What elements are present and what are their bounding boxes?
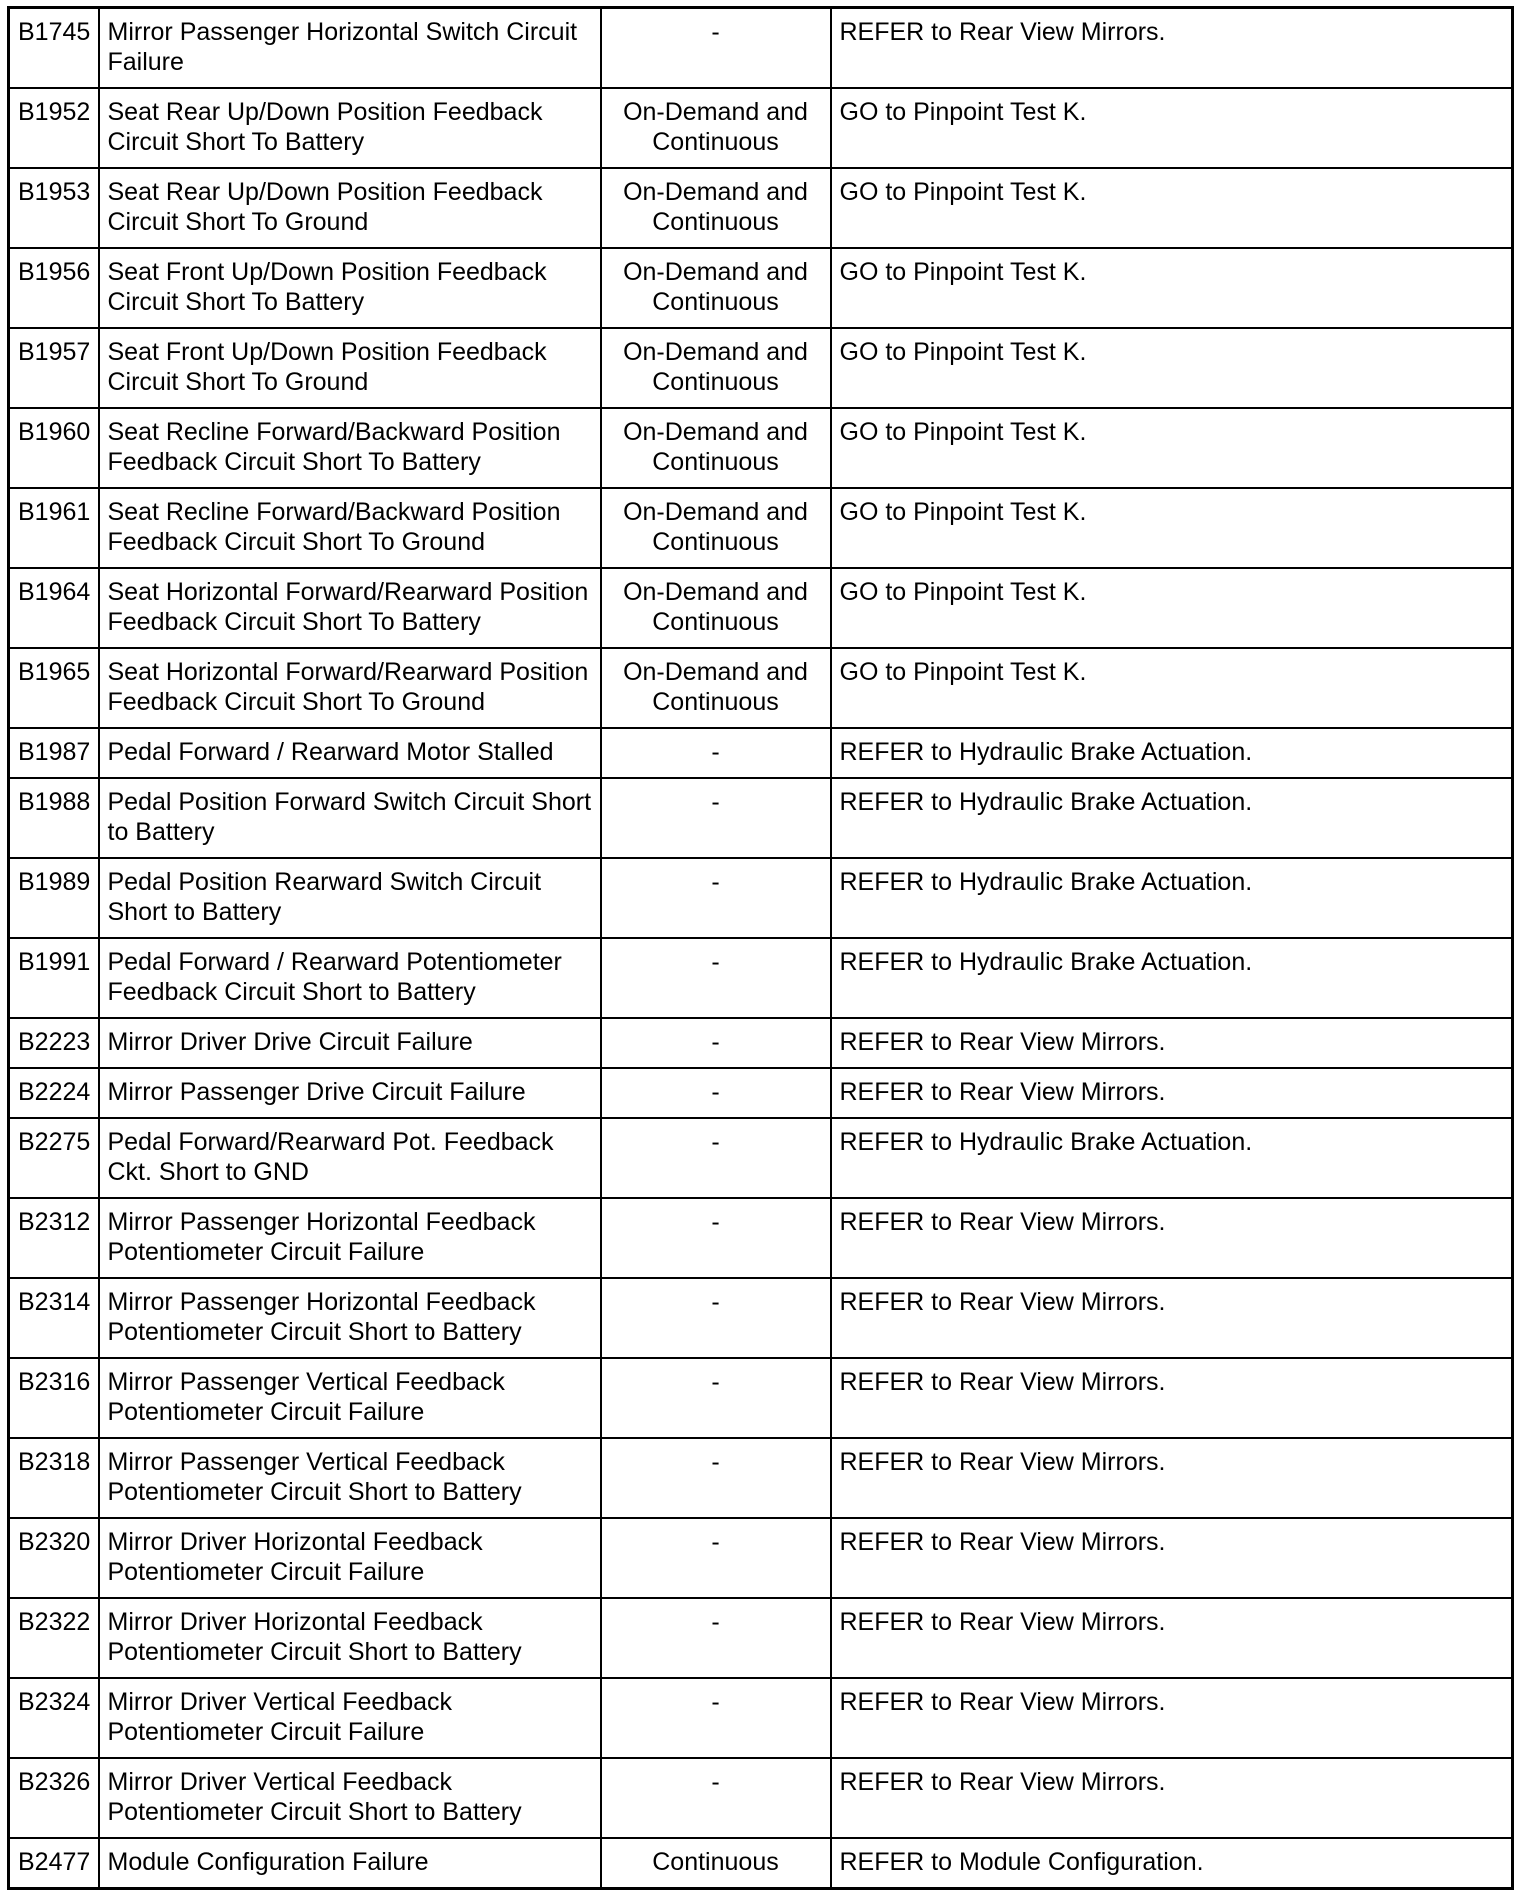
table-row	[9, 648, 1513, 728]
mode-cell: On-Demand and Continuous	[601, 248, 831, 328]
dtc-code-cell: B1988	[9, 778, 99, 858]
table-row	[9, 1198, 1513, 1278]
action-cell: REFER to Rear View Mirrors.	[831, 1198, 1513, 1278]
description-cell: Mirror Driver Vertical Feedback Potentiometer Circuit Short to Battery	[99, 1758, 601, 1838]
description-cell: Mirror Passenger Horizontal Feedback Potentiometer Circuit Failure	[99, 1198, 601, 1278]
dtc-code-cell: B1956	[9, 248, 99, 328]
table-row	[9, 248, 1513, 328]
action-cell: REFER to Hydraulic Brake Actuation.	[831, 858, 1513, 938]
description-cell: Pedal Forward / Rearward Potentiometer Feedback Circuit Short to Battery	[99, 938, 601, 1018]
table-row	[9, 8, 1513, 89]
mode-cell: On-Demand and Continuous	[601, 408, 831, 488]
action-cell: REFER to Rear View Mirrors.	[831, 1018, 1513, 1068]
table-row	[9, 1118, 1513, 1198]
table-row	[9, 168, 1513, 248]
dtc-code-cell: B2326	[9, 1758, 99, 1838]
dtc-code-cell: B1953	[9, 168, 99, 248]
table-row	[9, 1678, 1513, 1758]
mode-cell: -	[601, 1598, 831, 1678]
mode-cell: -	[601, 858, 831, 938]
mode-cell: -	[601, 1438, 831, 1518]
mode-cell: On-Demand and Continuous	[601, 88, 831, 168]
table-row	[9, 728, 1513, 778]
table-row	[9, 1758, 1513, 1838]
dtc-code-cell: B2312	[9, 1198, 99, 1278]
table-row	[9, 328, 1513, 408]
dtc-code-cell: B2477	[9, 1838, 99, 1889]
action-cell: REFER to Rear View Mirrors.	[831, 1598, 1513, 1678]
description-cell: Mirror Passenger Vertical Feedback Potentiometer Circuit Failure	[99, 1358, 601, 1438]
table-row	[9, 858, 1513, 938]
mode-cell: -	[601, 1198, 831, 1278]
description-cell: Mirror Driver Vertical Feedback Potentiometer Circuit Failure	[99, 1678, 601, 1758]
table-row	[9, 88, 1513, 168]
action-cell: GO to Pinpoint Test K.	[831, 88, 1513, 168]
table-row	[9, 778, 1513, 858]
description-cell: Mirror Passenger Vertical Feedback Potentiometer Circuit Short to Battery	[99, 1438, 601, 1518]
description-cell: Pedal Position Forward Switch Circuit Short to Battery	[99, 778, 601, 858]
description-cell: Mirror Driver Horizontal Feedback Potentiometer Circuit Short to Battery	[99, 1598, 601, 1678]
dtc-code-cell: B1957	[9, 328, 99, 408]
mode-cell: -	[601, 1068, 831, 1118]
action-cell: REFER to Rear View Mirrors.	[831, 1068, 1513, 1118]
table-row	[9, 1598, 1513, 1678]
table-row	[9, 1518, 1513, 1598]
table-row	[9, 488, 1513, 568]
table-row	[9, 408, 1513, 488]
mode-cell: On-Demand and Continuous	[601, 328, 831, 408]
dtc-table	[7, 6, 1514, 1890]
dtc-code-cell: B2316	[9, 1358, 99, 1438]
table-row	[9, 1068, 1513, 1118]
description-cell: Seat Horizontal Forward/Rearward Position Feedback Circuit Short To Battery	[99, 568, 601, 648]
dtc-code-cell: B1960	[9, 408, 99, 488]
mode-cell: -	[601, 1358, 831, 1438]
action-cell: GO to Pinpoint Test K.	[831, 488, 1513, 568]
action-cell: REFER to Hydraulic Brake Actuation.	[831, 938, 1513, 1018]
description-cell: Seat Horizontal Forward/Rearward Position Feedback Circuit Short To Ground	[99, 648, 601, 728]
table-row	[9, 1838, 1513, 1889]
description-cell: Seat Recline Forward/Backward Position Feedback Circuit Short To Ground	[99, 488, 601, 568]
table-row	[9, 1278, 1513, 1358]
mode-cell: On-Demand and Continuous	[601, 648, 831, 728]
action-cell: REFER to Rear View Mirrors.	[831, 1358, 1513, 1438]
mode-cell: -	[601, 1758, 831, 1838]
dtc-code-cell: B1987	[9, 728, 99, 778]
action-cell: GO to Pinpoint Test K.	[831, 408, 1513, 488]
dtc-code-cell: B2314	[9, 1278, 99, 1358]
dtc-code-cell: B2275	[9, 1118, 99, 1198]
action-cell: GO to Pinpoint Test K.	[831, 648, 1513, 728]
mode-cell: On-Demand and Continuous	[601, 488, 831, 568]
mode-cell: -	[601, 728, 831, 778]
dtc-code-cell: B1989	[9, 858, 99, 938]
action-cell: REFER to Rear View Mirrors.	[831, 1678, 1513, 1758]
dtc-code-cell: B2320	[9, 1518, 99, 1598]
table-row	[9, 1358, 1513, 1438]
description-cell: Seat Front Up/Down Position Feedback Circuit Short To Battery	[99, 248, 601, 328]
action-cell: GO to Pinpoint Test K.	[831, 168, 1513, 248]
mode-cell: -	[601, 1018, 831, 1068]
dtc-code-cell: B2224	[9, 1068, 99, 1118]
description-cell: Mirror Driver Drive Circuit Failure	[99, 1018, 601, 1068]
mode-cell: -	[601, 938, 831, 1018]
description-cell: Seat Rear Up/Down Position Feedback Circuit Short To Ground	[99, 168, 601, 248]
description-cell: Seat Recline Forward/Backward Position Feedback Circuit Short To Battery	[99, 408, 601, 488]
action-cell: REFER to Rear View Mirrors.	[831, 1518, 1513, 1598]
action-cell: GO to Pinpoint Test K.	[831, 568, 1513, 648]
description-cell: Mirror Passenger Horizontal Switch Circuit Failure	[99, 8, 601, 89]
description-cell: Module Configuration Failure	[99, 1838, 601, 1889]
action-cell: REFER to Hydraulic Brake Actuation.	[831, 1118, 1513, 1198]
description-cell: Seat Rear Up/Down Position Feedback Circuit Short To Battery	[99, 88, 601, 168]
table-row	[9, 1018, 1513, 1068]
table-row	[9, 568, 1513, 648]
action-cell: REFER to Rear View Mirrors.	[831, 1438, 1513, 1518]
dtc-code-cell: B1964	[9, 568, 99, 648]
dtc-code-cell: B2324	[9, 1678, 99, 1758]
mode-cell: On-Demand and Continuous	[601, 568, 831, 648]
mode-cell: Continuous	[601, 1838, 831, 1889]
action-cell: REFER to Module Configuration.	[831, 1838, 1513, 1889]
dtc-code-cell: B1965	[9, 648, 99, 728]
dtc-code-cell: B2318	[9, 1438, 99, 1518]
description-cell: Mirror Passenger Horizontal Feedback Potentiometer Circuit Short to Battery	[99, 1278, 601, 1358]
action-cell: REFER to Rear View Mirrors.	[831, 8, 1513, 89]
action-cell: GO to Pinpoint Test K.	[831, 328, 1513, 408]
description-cell: Pedal Forward / Rearward Motor Stalled	[99, 728, 601, 778]
mode-cell: -	[601, 1278, 831, 1358]
mode-cell: -	[601, 1518, 831, 1598]
action-cell: GO to Pinpoint Test K.	[831, 248, 1513, 328]
mode-cell: On-Demand and Continuous	[601, 168, 831, 248]
mode-cell: -	[601, 8, 831, 89]
description-cell: Seat Front Up/Down Position Feedback Circuit Short To Ground	[99, 328, 601, 408]
dtc-code-cell: B1745	[9, 8, 99, 89]
dtc-code-cell: B1952	[9, 88, 99, 168]
mode-cell: -	[601, 778, 831, 858]
action-cell: REFER to Rear View Mirrors.	[831, 1278, 1513, 1358]
action-cell: REFER to Hydraulic Brake Actuation.	[831, 728, 1513, 778]
description-cell: Mirror Driver Horizontal Feedback Potentiometer Circuit Failure	[99, 1518, 601, 1598]
dtc-code-cell: B2223	[9, 1018, 99, 1068]
action-cell: REFER to Hydraulic Brake Actuation.	[831, 778, 1513, 858]
action-cell: REFER to Rear View Mirrors.	[831, 1758, 1513, 1838]
description-cell: Pedal Position Rearward Switch Circuit Short to Battery	[99, 858, 601, 938]
table-row	[9, 1438, 1513, 1518]
table-row	[9, 938, 1513, 1018]
description-cell: Pedal Forward/Rearward Pot. Feedback Ckt. Short to GND	[99, 1118, 601, 1198]
mode-cell: -	[601, 1678, 831, 1758]
description-cell: Mirror Passenger Drive Circuit Failure	[99, 1068, 601, 1118]
dtc-code-cell: B2322	[9, 1598, 99, 1678]
mode-cell: -	[601, 1118, 831, 1198]
dtc-code-cell: B1961	[9, 488, 99, 568]
dtc-code-cell: B1991	[9, 938, 99, 1018]
